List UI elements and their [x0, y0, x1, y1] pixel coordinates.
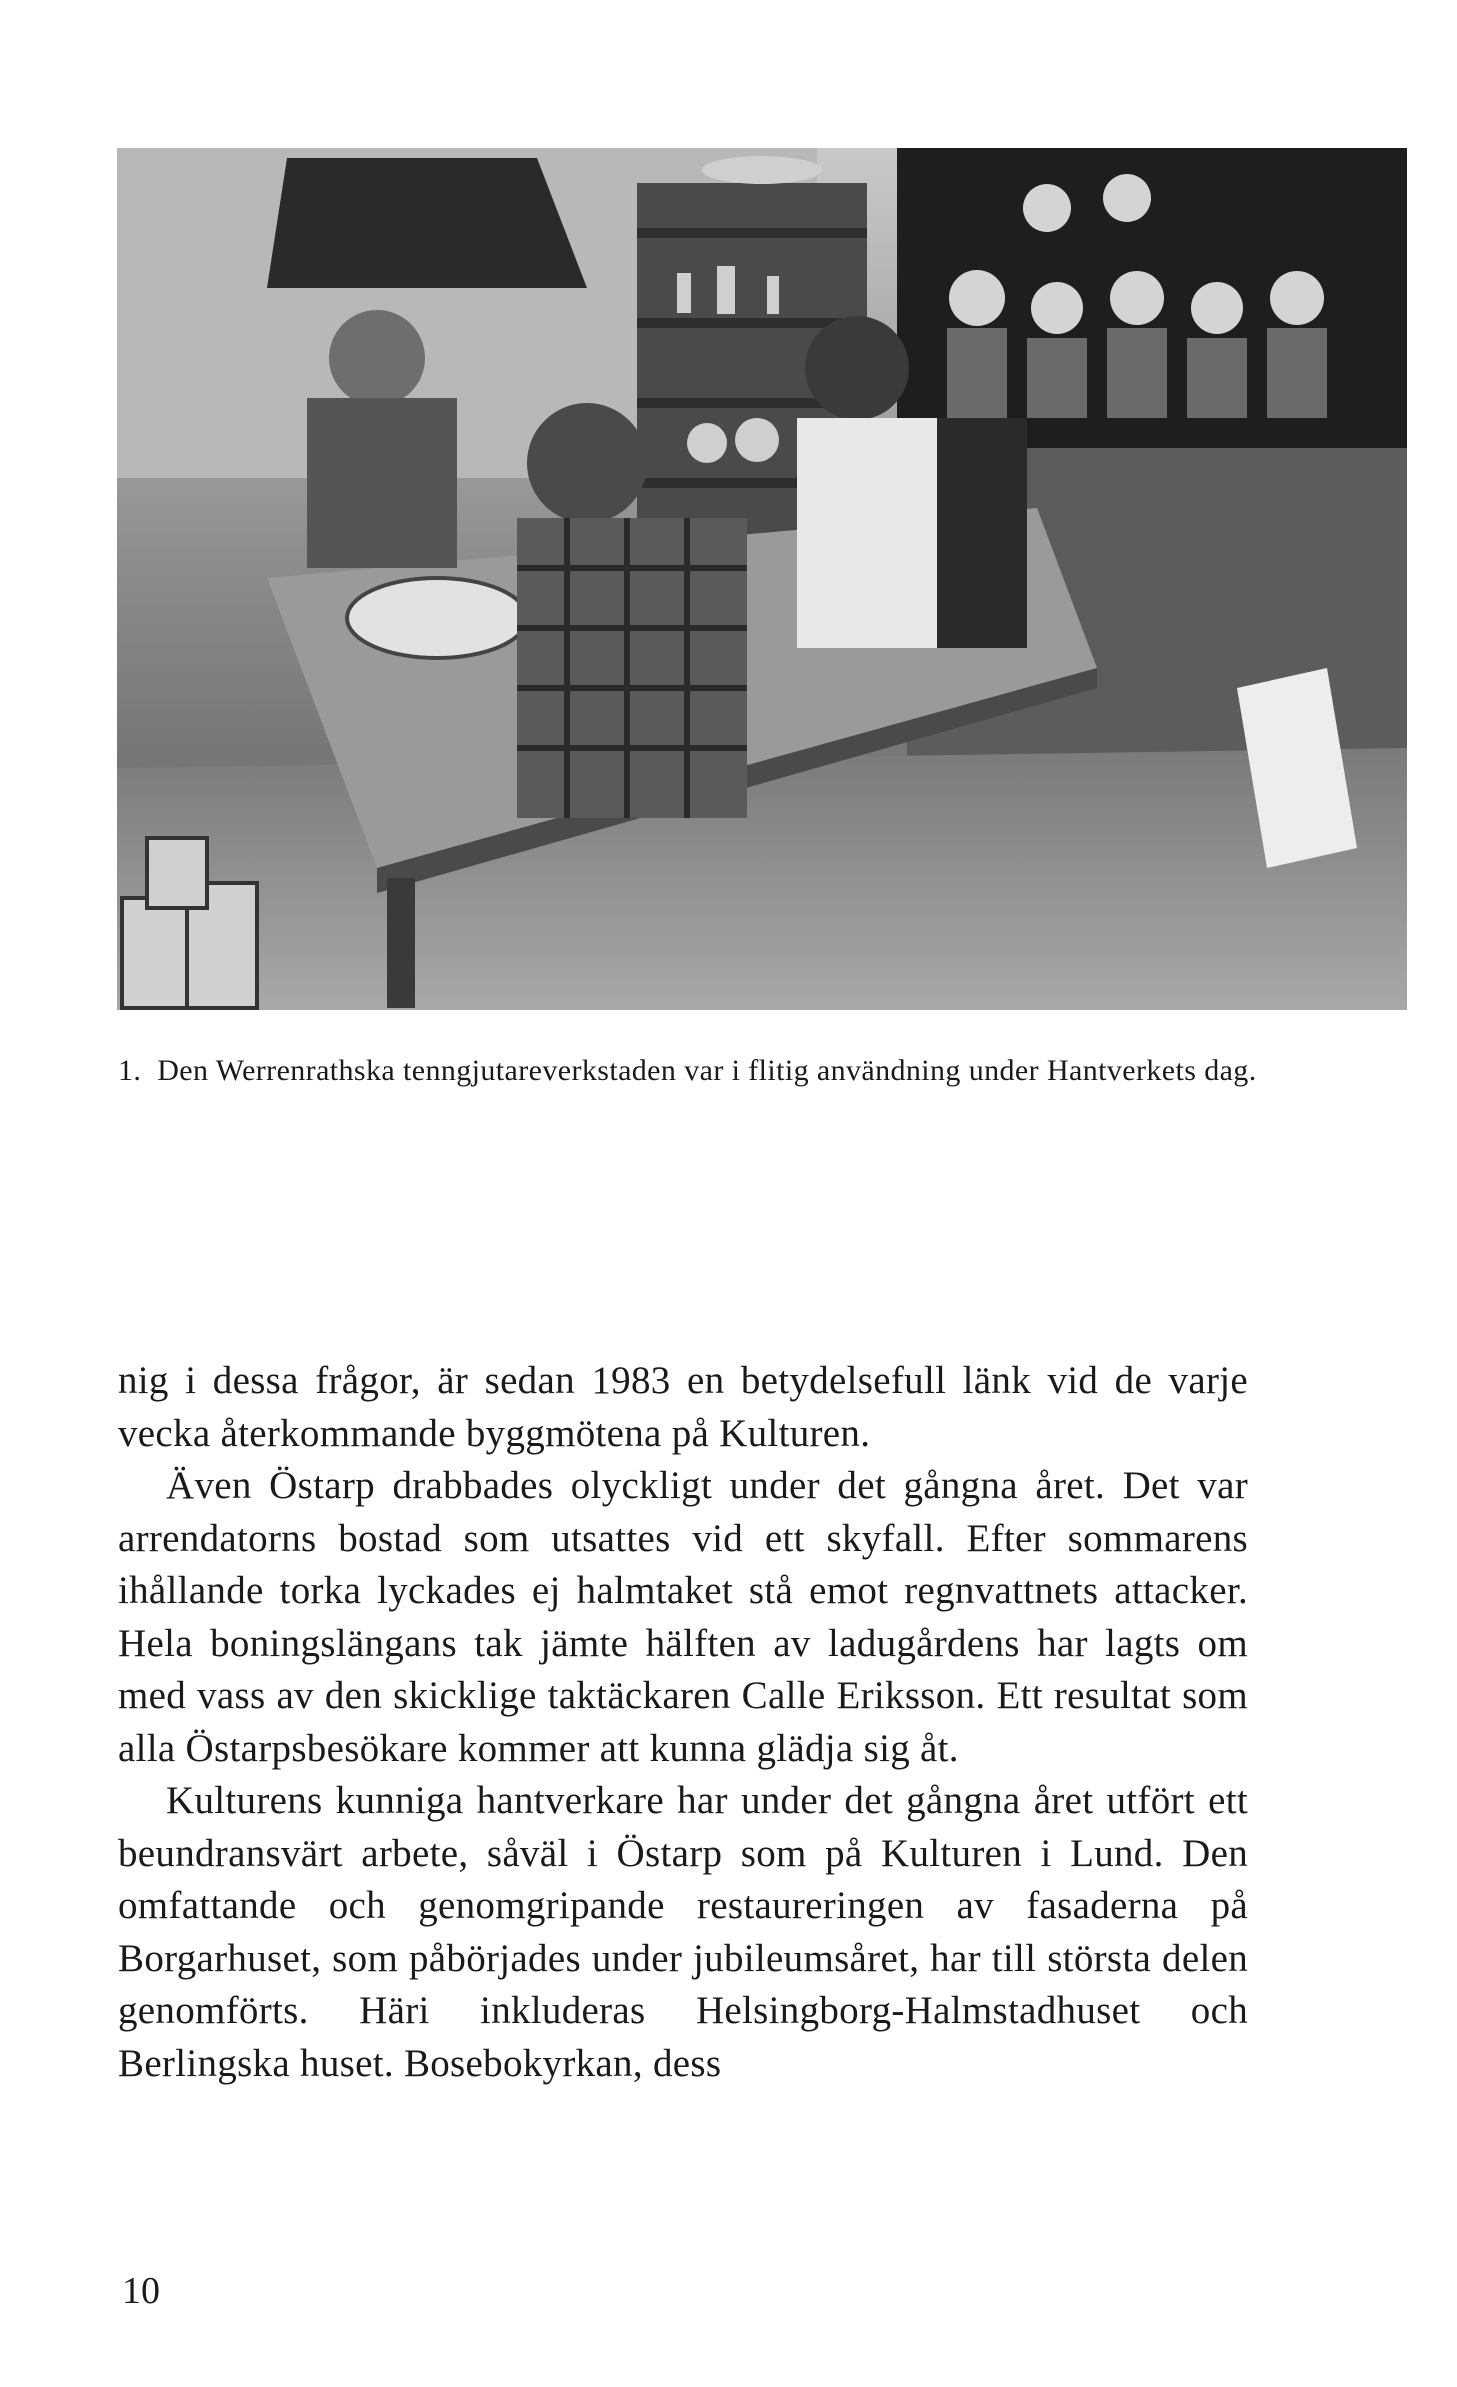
paragraph-continued: nig i dessa frågor, är sedan 1983 en betydelsefull länk vid de varje vecka återkommande byggmötena på Kulturen. [118, 1359, 1248, 1455]
body-text [118, 1355, 1248, 2090]
caption-number: 1. [118, 1054, 142, 1087]
caption-text: Den Werrenrathska tenngjutareverkstaden var i flitig användning under Hantverkets dag. [157, 1054, 1257, 1087]
workshop-photo [117, 148, 1407, 1010]
paragraph-hantverkare: Kulturens kunniga hantverkare har under det gångna året utfört ett beundransvärt arbete, såväl i Östarp som på Kulturen i Lund. Den omfattande och genomgripande restaureringen av fasaderna på Borgarhuset, som påbörjades under jubileumsåret, har till största delen genomförts. Häri inkluderas Helsingborg-Halmstadhuset och Berlingska huset. Bosebokyrkan, dess [118, 1779, 1248, 2085]
paragraph-ostarp: Även Östarp drabbades olyckligt under det gångna året. Det var arrendatorns bostad som utsattes vid ett skyfall. Efter sommarens ihållande torka lyckades ej halmtaket stå emot regnvattnets attacker. Hela boningslängans tak jämte hälften av ladugårdens har lagts om med vass av den skicklige taktäckaren Calle Eriksson. Ett resultat som alla Östarpsbesökare kommer att kunna glädja sig åt. [118, 1464, 1248, 1770]
pewter-workshop-photo [117, 148, 1407, 1010]
page-number: 10 [122, 2270, 160, 2312]
photo-caption [118, 1050, 1278, 1092]
